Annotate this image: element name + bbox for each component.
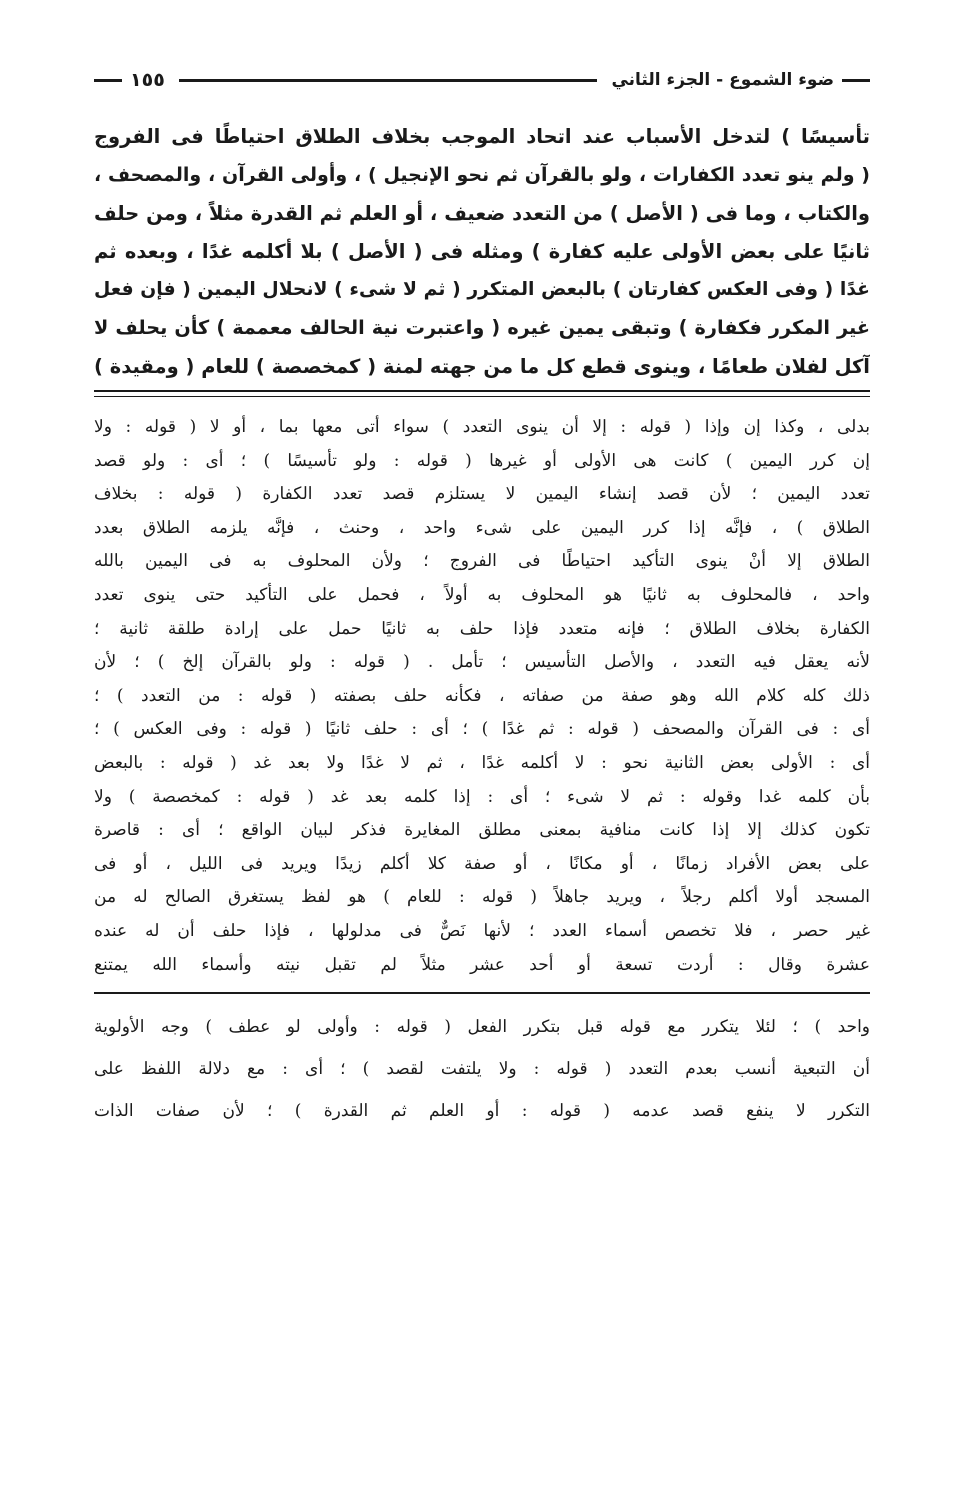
- section-divider-single: [94, 992, 870, 994]
- commentary-line: غير حصر ، فلا تخصص أسماء العدد ؛ لأنها نَصٌّ فى مدلولها ، فإذا حلف أن له عنده: [94, 920, 870, 941]
- main-text-line: ( ولم ينو تعدد الكفارات ، ولو بالقرآن ثم نحو الإنجيل ) ، وأولى القرآن ، والمصحف ،: [94, 164, 870, 187]
- section-divider-double: [94, 390, 870, 397]
- commentary-line: تعدد اليمين ؛ لأن قصد إنشاء اليمين لا يستلزم قصد تعدد الكفارة ( قوله : بخلاف: [94, 484, 870, 505]
- running-header: [94, 58, 870, 102]
- commentary-line: المسجد أولا أكلم رجلاً ، ويريد جاهلاً ( قوله : للعام ) هو لفظ يستغرق الصالح له من: [94, 887, 870, 908]
- page-number: ١٥٥: [130, 69, 165, 91]
- commentary-line: بأن كلمه غدا وقوله : ثم لا شىء ؛ أى : إذا كلمه بعد غد ( قوله : كمخصصة ) ولا: [94, 786, 870, 807]
- commentary-line: الكفارة بخلاف الطلاق ؛ فإنه متعدد فإذا حلف به ثانيًا حمل على إرادة طلقة ثانية ؛: [94, 618, 870, 639]
- commentary-line: بدلى ، وكذا إن وإذا ( قوله : إلا أن ينوى التعدد ) سواء أتى معها بما ، أو لا ( قوله : ولا: [94, 417, 870, 438]
- commentary-line: واحد ، فالمحلوف به ثانيًا هو المحلوف به أولاً ، فحمل على التأكيد حتى ينوى تعدد: [94, 585, 870, 606]
- header-title: ضوء الشموع - الجزء الثاني: [611, 70, 834, 90]
- main-text-line: غير المكرر فكفارة ) وتبقى يمين غيره ( واعتبرت نية الحالف معممة ) كأن يحلف لا: [94, 316, 870, 340]
- secondary-commentary-line: واحد ) ؛ لئلا يتكرر مع قوله قبل بتكرر الفعل ( قوله : وأولى لو عطف ) وجه الأولوية: [94, 1017, 870, 1038]
- commentary-text: [94, 411, 870, 982]
- commentary-line: ذلك كله كلام الله وهو صفة من صفاته ، فكأنه حلف بصفته ( قوله : من التعدد ) ؛: [94, 685, 870, 706]
- header-dash-left: [94, 79, 122, 82]
- commentary-line: لأنه يعقل فيه التعدد ، والأصل التأسيس ؛ تأمل . ( قوله : ولو بالقرآن إلخ ) ؛ لأن: [94, 652, 870, 673]
- book-page: [94, 58, 870, 1438]
- commentary-line: أى : الأولى بعض الثانية نحو : لا أكلمه غدًا ، ثم لا غدًا ولا بعد غد ( قوله : بالبعض: [94, 753, 870, 774]
- main-text-line: تأسيسًا ) لتدخل الأسباب عند اتحاد الموجب بخلاف الطلاق احتياطًا فى الفروج: [94, 125, 870, 148]
- commentary-line: الطلاق ) ، فإنَّه إذا كرر اليمين على شىء واحد ، وحنث ، فإنَّه يلزمه الطلاق بعدد: [94, 517, 870, 538]
- main-text: [94, 118, 870, 386]
- header-dash-right: [842, 79, 870, 82]
- header-rule: [179, 79, 598, 82]
- secondary-commentary-line: التكرر لا ينفع قصد عدمه ( قوله : أو العلم ثم القدرة ) ؛ لأن صفات الذات: [94, 1101, 870, 1122]
- secondary-commentary-text: [94, 1006, 870, 1132]
- commentary-line: أى : فى القرآن والمصحف ( قوله : ثم غدًا ) ؛ أى : حلف ثانيًا ( قوله : وفى العكس ) ؛: [94, 719, 870, 740]
- commentary-line: تكون كذلك إلا إذا كانت منافية بمعنى مطلق المغايرة فذكر لبيان الواقع ؛ أى : قاصرة: [94, 820, 870, 841]
- commentary-line: عشرة وقال : أردت تسعة أو أحد عشر مثلاً لم تقبل نيته وأسماء الله يمتنع: [94, 954, 870, 975]
- main-text-line: آكل لفلان طعامًا ، وينوى قطع كل ما من جهته لمنة ( كمخصصة ) للعام ( ومقيدة ): [94, 354, 870, 378]
- secondary-commentary-line: أن التبعية أنسب بعدم التعدد ( قوله : ولا يلتفت لقصد ) ؛ أى : مع دلالة اللفظ على: [94, 1059, 870, 1080]
- commentary-line: على بعض الأفراد زمانًا ، أو مكانًا ، أو صفة كلا أكلم زيدًا ويريد فى الليل ، أو فى: [94, 853, 870, 874]
- commentary-line: إن كرر اليمين ) كانت هى الأولى أو غيرها ( قوله : ولو تأسيسًا ) ؛ أى : ولو قصد: [94, 450, 870, 471]
- main-text-line: غدًا ( وفى العكس كفارتان ) بالبعض المتكرر ( ثم لا شىء ) لانحلال اليمين ( فإن فعل: [94, 279, 870, 301]
- main-text-line: ثانيًا على بعض الأولى عليه كفارة ) ومثله فى ( الأصل ) بلا أكلمه غدًا ، وبعده ثم: [94, 239, 870, 263]
- main-text-line: والكتاب ، وما فى ( الأصل ) من التعدد ضعيف ، أو العلم ثم القدرة مثلاً ، ومن حلف: [94, 201, 870, 225]
- commentary-line: الطلاق إلا أنْ ينوى التأكيد احتياطًا فى الفروج ؛ ولأن المحلوف به فى اليمين بالله: [94, 551, 870, 572]
